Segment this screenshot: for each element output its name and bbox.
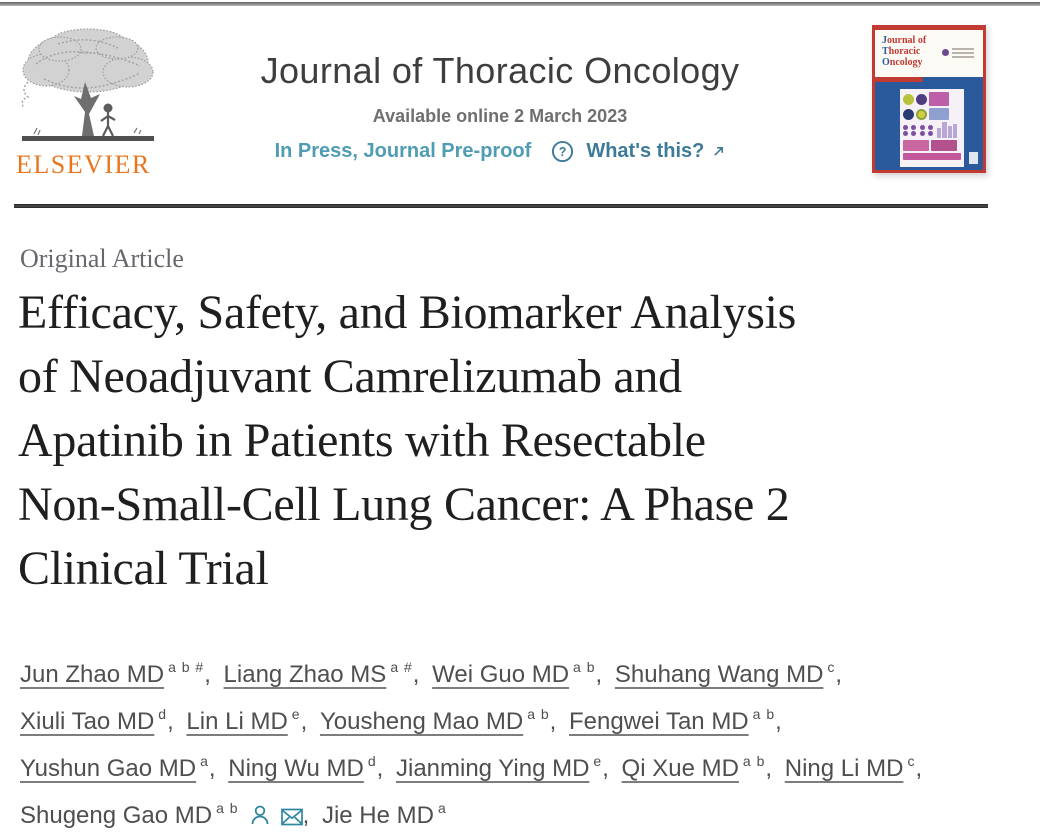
title-line: Efficacy, Safety, and Biomarker Analysis (18, 286, 796, 339)
author-affiliation-sup: e (593, 753, 603, 769)
article-title (18, 281, 1018, 601)
author-affiliation-sup: a b (216, 800, 239, 816)
author-name[interactable]: Shuhang Wang MD (614, 661, 824, 688)
article-type-label: Original Article (20, 244, 184, 273)
author-name[interactable]: Jianming Ying MD (395, 755, 590, 782)
journal-masthead (235, 50, 765, 163)
author-name[interactable]: Ning Wu MD (228, 755, 364, 782)
author-name[interactable]: Qi Xue MD (621, 755, 739, 782)
author-separator: , (775, 708, 782, 735)
author-name[interactable]: Fengwei Tan MD (569, 708, 749, 735)
author-separator: , (595, 661, 609, 688)
author-name[interactable]: Wei Guo MD (432, 661, 570, 688)
author-separator: , (208, 755, 223, 782)
author-name[interactable]: Yushun Gao MD (20, 755, 197, 782)
publisher-name: ELSEVIER (16, 150, 151, 179)
available-online-text: Available online 2 March 2023 (372, 106, 628, 126)
author[interactable] (569, 708, 775, 735)
cover-masthead (875, 30, 983, 77)
in-press-status: In Press, Journal Pre-proof (274, 140, 532, 162)
author-separator: , (412, 661, 427, 688)
author[interactable] (622, 755, 766, 782)
author-name[interactable]: Lin Li MD (186, 708, 288, 735)
svg-text:?: ? (559, 144, 567, 159)
author (322, 802, 447, 829)
author[interactable] (20, 708, 167, 735)
author[interactable] (432, 661, 595, 688)
author-separator: , (300, 708, 314, 735)
author[interactable] (186, 708, 300, 735)
cover-publisher-mark (969, 152, 978, 164)
author-affiliation-sup: c (827, 659, 836, 675)
external-link-arrow-icon (712, 145, 725, 158)
author-separator: , (915, 755, 923, 782)
author[interactable] (20, 661, 204, 688)
author-separator: , (602, 755, 616, 782)
author-separator: , (835, 661, 843, 688)
author[interactable] (320, 708, 550, 735)
author-affiliation-sup: a # (390, 659, 413, 675)
author-affiliation-sup: c (907, 753, 916, 769)
author-affiliation-sup: a b (752, 706, 776, 722)
header-divider (14, 204, 988, 208)
author[interactable] (396, 755, 602, 782)
cover-journal-title: Journal of Thoracic Oncology (882, 35, 927, 68)
cover-body (875, 82, 983, 170)
author-name: Shugeng Gao MD (20, 802, 213, 829)
cover-society-emblem (942, 44, 978, 62)
author-affiliation-sup: a b (742, 753, 766, 769)
author-separator: , (167, 708, 181, 735)
author-affiliation-sup: a (200, 753, 209, 769)
author-separator: , (765, 755, 779, 782)
cover-artwork (900, 89, 964, 167)
journal-cover-thumbnail[interactable] (872, 25, 986, 173)
author[interactable] (785, 755, 916, 782)
whats-this-link[interactable]: What's this? (586, 140, 705, 162)
author-name[interactable]: Xiuli Tao MD (20, 708, 155, 735)
author-separator: , (376, 755, 390, 782)
title-line: Clinical Trial (18, 542, 269, 595)
title-line: of Neoadjuvant Camrelizumab and (18, 350, 682, 403)
author-affiliation-sup: e (291, 706, 301, 722)
title-line: Non-Small-Cell Lung Cancer: A Phase 2 (18, 478, 790, 531)
author-separator: , (549, 708, 563, 735)
author (20, 802, 303, 829)
author-separator: , (302, 802, 316, 829)
author[interactable] (224, 661, 413, 688)
title-line: Apatinib in Patients with Resectable (18, 414, 706, 467)
author-list (20, 651, 1025, 838)
author[interactable] (228, 755, 376, 782)
author-name[interactable]: Liang Zhao MS (223, 661, 387, 688)
author-affiliation-sup: a b (527, 706, 550, 722)
author-separator: , (204, 661, 218, 688)
author-affiliation-sup: d (158, 706, 168, 722)
author-name[interactable]: Yousheng Mao MD (319, 708, 524, 735)
elsevier-logo[interactable] (14, 24, 174, 180)
journal-title-link[interactable]: Journal of Thoracic Oncology (260, 50, 740, 91)
author[interactable] (615, 661, 836, 688)
author-profile-person-icon[interactable] (249, 804, 271, 826)
elsevier-tree-icon (14, 24, 164, 148)
author-affiliation-sup: a b (573, 659, 596, 675)
question-circle-icon[interactable] (551, 140, 574, 163)
top-divider (0, 2, 1040, 6)
author-name[interactable]: Jun Zhao MD (20, 661, 165, 688)
in-press-row (235, 140, 765, 163)
author-affiliation-sup: a (437, 800, 447, 816)
author[interactable] (20, 755, 209, 782)
author-affiliation-sup: d (367, 753, 377, 769)
author-name[interactable]: Ning Li MD (784, 755, 904, 782)
author-affiliation-sup: a b # (168, 659, 205, 675)
author-name: Jie He MD (321, 802, 434, 829)
correspondence-envelope-icon[interactable] (281, 808, 303, 826)
